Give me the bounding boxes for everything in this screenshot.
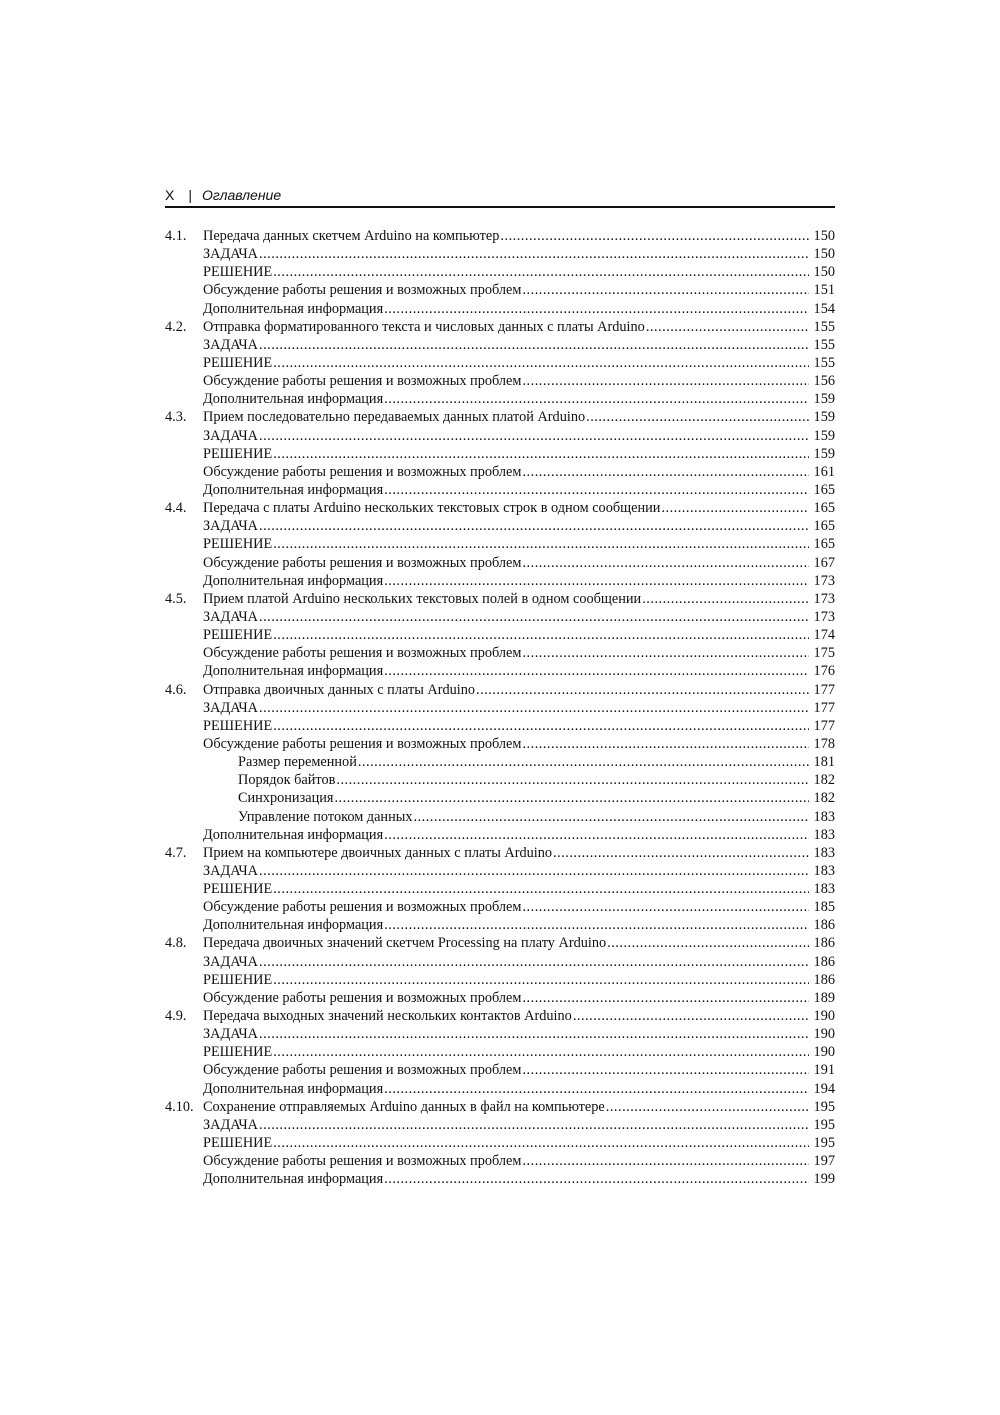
toc-entry-title: Обсуждение работы решения и возможных проблем [203, 554, 522, 571]
toc-entry[interactable] [165, 336, 835, 354]
toc-dot-leader [384, 390, 809, 408]
toc-dot-leader [259, 608, 809, 626]
toc-entry-title: Размер переменной [238, 754, 357, 771]
toc-entry[interactable] [165, 517, 835, 535]
toc-dot-leader [414, 808, 810, 826]
toc-entry-number: 4.7. [165, 844, 187, 861]
toc-entry[interactable] [165, 699, 835, 717]
toc-entry[interactable] [165, 735, 835, 753]
toc-dot-leader [500, 227, 809, 245]
toc-entry-title: Дополнительная информация [203, 1171, 384, 1188]
toc-entry-title: Синхронизация [238, 790, 334, 807]
toc-entry[interactable] [165, 844, 835, 862]
toc-entry-title: РЕШЕНИЕ [203, 536, 273, 553]
toc-entry-title: Обсуждение работы решения и возможных проблем [203, 1062, 522, 1079]
toc-entry[interactable] [165, 898, 835, 916]
toc-entry-title: ЗАДАЧА [203, 1116, 259, 1133]
toc-dot-leader [259, 953, 809, 971]
toc-entry-title: Прием на компьютере двоичных данных с платы Arduino [203, 844, 553, 861]
toc-entry[interactable] [165, 862, 835, 880]
toc-dot-leader [522, 898, 809, 916]
toc-entry-page: 195 [813, 1116, 835, 1133]
toc-entry[interactable] [165, 717, 835, 735]
toc-entry[interactable] [165, 626, 835, 644]
toc-dot-leader [273, 971, 809, 989]
toc-entry-number: 4.10. [165, 1098, 194, 1115]
toc-entry-title: Дополнительная информация [203, 391, 384, 408]
toc-dot-leader [273, 880, 809, 898]
toc-entry-page: 183 [813, 881, 835, 898]
toc-entry-page: 186 [813, 953, 835, 970]
toc-entry-page: 155 [813, 318, 835, 335]
toc-entry[interactable] [165, 808, 835, 826]
toc-entry[interactable] [165, 916, 835, 934]
toc-entry[interactable] [165, 245, 835, 263]
toc-entry-title: Обсуждение работы решения и возможных проблем [203, 989, 522, 1006]
toc-entry[interactable] [165, 590, 835, 608]
toc-entry-page: 150 [813, 246, 835, 263]
toc-entry[interactable] [165, 481, 835, 499]
toc-entry-page: 190 [813, 1026, 835, 1043]
toc-entry-page: 182 [813, 772, 835, 789]
toc-dot-leader [586, 408, 809, 426]
toc-entry-number: 4.8. [165, 935, 187, 952]
toc-dot-leader [522, 281, 809, 299]
toc-entry-page: 165 [813, 518, 835, 535]
toc-dot-leader [522, 554, 809, 572]
toc-entry-page: 178 [813, 735, 835, 752]
toc-entry[interactable] [165, 1116, 835, 1134]
toc-dot-leader [273, 626, 809, 644]
toc-entry-page: 195 [813, 1135, 835, 1152]
toc-entry-title: Управление потоком данных [238, 808, 413, 825]
toc-dot-leader [384, 826, 809, 844]
toc-entry[interactable] [165, 1080, 835, 1098]
toc-entry[interactable] [165, 953, 835, 971]
toc-dot-leader [573, 1007, 809, 1025]
toc-entry[interactable] [165, 753, 835, 771]
toc-entry-page: 165 [813, 536, 835, 553]
toc-entry-page: 186 [813, 971, 835, 988]
toc-entry-page: 154 [813, 300, 835, 317]
toc-dot-leader [259, 1025, 809, 1043]
toc-dot-leader [358, 753, 809, 771]
toc-entry[interactable] [165, 644, 835, 662]
toc-entry-page: 195 [813, 1098, 835, 1115]
toc-dot-leader [522, 1061, 809, 1079]
toc-entry-title: Дополнительная информация [203, 481, 384, 498]
toc-dot-leader [607, 934, 809, 952]
toc-entry[interactable] [165, 1152, 835, 1170]
toc-entry-title: РЕШЕНИЕ [203, 627, 273, 644]
toc-dot-leader [259, 1116, 809, 1134]
toc-entry-title: Обсуждение работы решения и возможных проблем [203, 373, 522, 390]
toc-entry[interactable] [165, 390, 835, 408]
toc-entry-page: 190 [813, 1008, 835, 1025]
toc-entry[interactable] [165, 408, 835, 426]
toc-entry-title: Дополнительная информация [203, 1080, 384, 1097]
toc-entry-page: 173 [813, 608, 835, 625]
toc-entry[interactable] [165, 826, 835, 844]
toc-entry-title: РЕШЕНИЕ [203, 264, 273, 281]
toc-entry-number: 4.5. [165, 590, 187, 607]
toc-entry-title: Дополнительная информация [203, 826, 384, 843]
toc-entry-page: 159 [813, 409, 835, 426]
toc-entry-title: РЕШЕНИЕ [203, 1044, 273, 1061]
toc-entry-page: 156 [813, 373, 835, 390]
toc-dot-leader [646, 318, 809, 336]
toc-entry[interactable] [165, 971, 835, 989]
toc-entry-title: ЗАДАЧА [203, 246, 259, 263]
toc-entry-page: 173 [813, 572, 835, 589]
toc-dot-leader [553, 844, 809, 862]
toc-entry-page: 189 [813, 989, 835, 1006]
toc-entry-page: 177 [813, 717, 835, 734]
toc-entry-page: 183 [813, 826, 835, 843]
toc-entry[interactable] [165, 318, 835, 336]
toc-entry[interactable] [165, 263, 835, 281]
toc-dot-leader [273, 445, 809, 463]
toc-entry[interactable] [165, 227, 835, 245]
running-header [165, 184, 835, 206]
toc-entry-page: 165 [813, 500, 835, 517]
toc-entry-page: 155 [813, 336, 835, 353]
toc-entry-title: РЕШЕНИЕ [203, 1135, 273, 1152]
toc-entry[interactable] [165, 445, 835, 463]
toc-entry[interactable] [165, 1134, 835, 1152]
toc-entry-page: 183 [813, 808, 835, 825]
toc-entry[interactable] [165, 427, 835, 445]
toc-dot-leader [273, 1134, 809, 1152]
header-separator: | [188, 187, 192, 203]
toc-entry-number: 4.9. [165, 1008, 187, 1025]
toc-dot-leader [259, 245, 809, 263]
toc-entry[interactable] [165, 880, 835, 898]
toc-entry-page: 183 [813, 862, 835, 879]
toc-entry-page: 167 [813, 554, 835, 571]
page-number: X [165, 187, 175, 203]
toc-entry-page: 181 [813, 754, 835, 771]
toc-entry[interactable] [165, 372, 835, 390]
toc-entry-page: 191 [813, 1062, 835, 1079]
toc-entry-title: Дополнительная информация [203, 663, 384, 680]
toc-entry[interactable] [165, 1043, 835, 1061]
toc-entry-title: ЗАДАЧА [203, 699, 259, 716]
toc-entry-title: РЕШЕНИЕ [203, 717, 273, 734]
toc-entry-page: 183 [813, 844, 835, 861]
toc-entry-page: 165 [813, 481, 835, 498]
toc-entry-title: Сохранение отправляемых Arduino данных в файл на компьютере [203, 1098, 605, 1115]
toc-dot-leader [259, 699, 809, 717]
toc-entry-page: 159 [813, 427, 835, 444]
toc-entry-title: ЗАДАЧА [203, 608, 259, 625]
toc-entry[interactable] [165, 989, 835, 1007]
toc-dot-leader [522, 989, 809, 1007]
toc-entry-title: Дополнительная информация [203, 572, 384, 589]
header-title: Оглавление [201, 187, 282, 203]
toc-dot-leader [384, 481, 809, 499]
toc-entry-title: Передача двоичных значений скетчем Processing на плату Arduino [203, 935, 607, 952]
toc-entry-page: 175 [813, 645, 835, 662]
toc-entry-title: Обсуждение работы решения и возможных проблем [203, 282, 522, 299]
toc-dot-leader [642, 590, 809, 608]
toc-entry-title: Отправка двоичных данных с платы Arduino [203, 681, 476, 698]
toc-dot-leader [384, 916, 809, 934]
toc-dot-leader [259, 862, 809, 880]
toc-entry-title: ЗАДАЧА [203, 336, 259, 353]
toc-entry-page: 186 [813, 917, 835, 934]
toc-entry-page: 194 [813, 1080, 835, 1097]
toc-entry-page: 182 [813, 790, 835, 807]
toc-dot-leader [273, 354, 809, 372]
toc-entry-page: 151 [813, 282, 835, 299]
toc-entry[interactable] [165, 300, 835, 318]
toc-entry-page: 159 [813, 445, 835, 462]
toc-dot-leader [273, 1043, 809, 1061]
toc-entry-page: 199 [813, 1171, 835, 1188]
toc-entry-title: Передача данных скетчем Arduino на компьютер [203, 228, 500, 244]
toc-dot-leader [476, 681, 809, 699]
toc-entry-title: Обсуждение работы решения и возможных проблем [203, 1153, 522, 1170]
toc-entry-title: Прием последовательно передаваемых данных платой Arduino [203, 409, 586, 426]
toc-entry-title: Отправка форматированного текста и числовых данных с платы Arduino [203, 318, 645, 335]
toc-entry-title: РЕШЕНИЕ [203, 354, 273, 371]
toc-entry-page: 177 [813, 699, 835, 716]
toc-entry-title: ЗАДАЧА [203, 953, 259, 970]
toc-entry-page: 185 [813, 899, 835, 916]
toc-entry-title: Обсуждение работы решения и возможных проблем [203, 735, 522, 752]
header-rule [165, 206, 835, 208]
toc-entry-page: 174 [813, 627, 835, 644]
toc-entry-title: Передача с платы Arduino нескольких текстовых строк в одном сообщении [203, 500, 661, 517]
toc-entry-title: Дополнительная информация [203, 300, 384, 317]
toc-dot-leader [384, 1170, 809, 1188]
toc-entry[interactable] [165, 1098, 835, 1116]
toc-dot-leader [273, 717, 809, 735]
toc-entry[interactable] [165, 608, 835, 626]
toc-entry[interactable] [165, 771, 835, 789]
toc-entry[interactable] [165, 662, 835, 680]
table-of-contents [165, 227, 835, 1188]
toc-entry-page: 190 [813, 1044, 835, 1061]
toc-entry-title: ЗАДАЧА [203, 518, 259, 535]
toc-entry-page: 155 [813, 354, 835, 371]
toc-entry[interactable] [165, 1007, 835, 1025]
toc-entry-page: 150 [813, 264, 835, 281]
toc-entry[interactable] [165, 681, 835, 699]
toc-dot-leader [273, 263, 809, 281]
toc-entry-number: 4.4. [165, 500, 187, 517]
toc-entry-number: 4.1. [165, 228, 187, 244]
toc-entry[interactable] [165, 934, 835, 952]
toc-entry-title: Обсуждение работы решения и возможных проблем [203, 463, 522, 480]
toc-entry[interactable] [165, 1061, 835, 1079]
toc-dot-leader [522, 735, 809, 753]
toc-entry-page: 177 [813, 681, 835, 698]
toc-entry-page: 161 [813, 463, 835, 480]
toc-entry-page: 186 [813, 935, 835, 952]
toc-entry[interactable] [165, 499, 835, 517]
toc-dot-leader [384, 1080, 809, 1098]
toc-entry-number: 4.3. [165, 409, 187, 426]
toc-dot-leader [384, 662, 809, 680]
toc-entry-page: 173 [813, 590, 835, 607]
toc-entry-title: РЕШЕНИЕ [203, 881, 273, 898]
toc-dot-leader [334, 789, 809, 807]
toc-entry[interactable] [165, 463, 835, 481]
toc-entry-page: 176 [813, 663, 835, 680]
toc-entry-number: 4.6. [165, 681, 187, 698]
toc-entry-title: Обсуждение работы решения и возможных проблем [203, 645, 522, 662]
toc-entry-title: Дополнительная информация [203, 917, 384, 934]
toc-entry[interactable] [165, 281, 835, 299]
toc-entry-title: Порядок байтов [238, 772, 336, 789]
toc-dot-leader [522, 463, 809, 481]
toc-entry-title: РЕШЕНИЕ [203, 971, 273, 988]
toc-entry-title: ЗАДАЧА [203, 862, 259, 879]
toc-entry[interactable] [165, 572, 835, 590]
toc-dot-leader [522, 1152, 809, 1170]
toc-dot-leader [384, 572, 809, 590]
toc-dot-leader [522, 372, 809, 390]
toc-entry-page: 197 [813, 1153, 835, 1170]
toc-dot-leader [259, 517, 809, 535]
toc-entry-title: Передача выходных значений нескольких контактов Arduino [203, 1008, 572, 1025]
toc-entry[interactable] [165, 789, 835, 807]
toc-dot-leader [259, 336, 809, 354]
toc-entry-page: 159 [813, 391, 835, 408]
toc-entry[interactable] [165, 1025, 835, 1043]
toc-entry-title: Обсуждение работы решения и возможных проблем [203, 899, 522, 916]
toc-entry[interactable] [165, 354, 835, 372]
toc-entry-title: Прием платой Arduino нескольких текстовых полей в одном сообщении [203, 590, 642, 607]
toc-entry-title: РЕШЕНИЕ [203, 445, 273, 462]
toc-entry-title: ЗАДАЧА [203, 1026, 259, 1043]
toc-dot-leader [336, 771, 809, 789]
toc-entry[interactable] [165, 1170, 835, 1188]
toc-dot-leader [606, 1098, 809, 1116]
toc-entry-page: 150 [813, 228, 835, 244]
toc-dot-leader [661, 499, 809, 517]
toc-entry-title: ЗАДАЧА [203, 427, 259, 444]
toc-entry[interactable] [165, 554, 835, 572]
toc-dot-leader [522, 644, 809, 662]
toc-dot-leader [259, 427, 809, 445]
toc-dot-leader [384, 300, 809, 318]
toc-dot-leader [273, 535, 809, 553]
toc-entry-number: 4.2. [165, 318, 187, 335]
toc-entry[interactable] [165, 535, 835, 553]
